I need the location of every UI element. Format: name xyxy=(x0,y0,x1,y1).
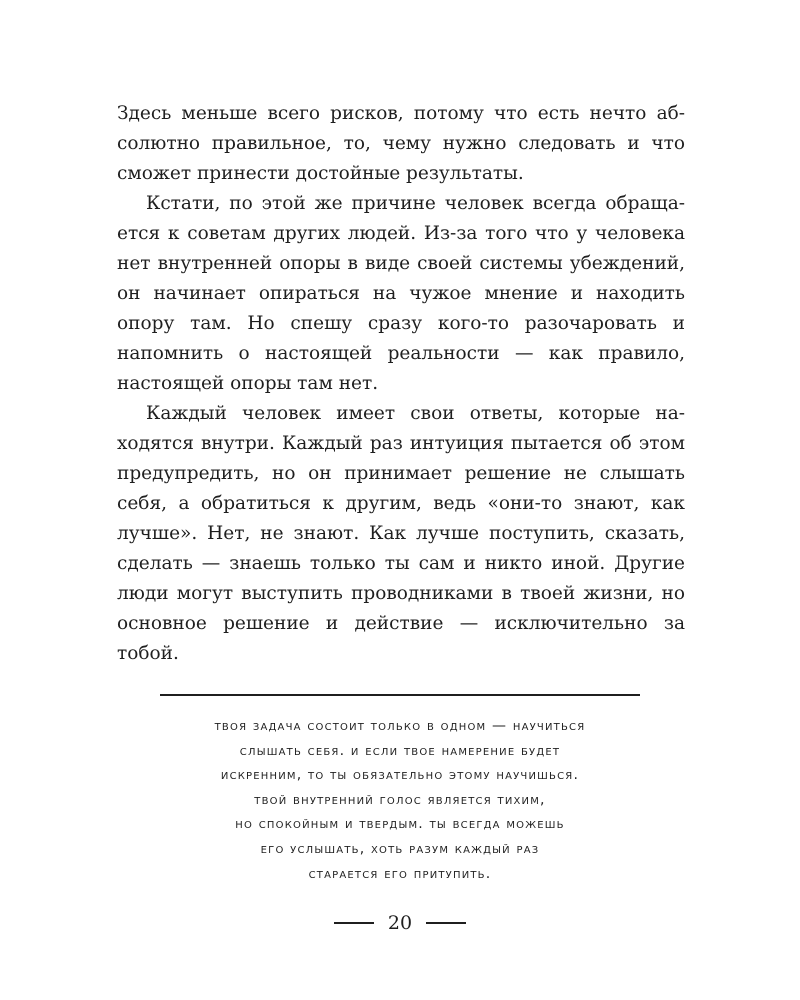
page-number-footer xyxy=(0,908,800,938)
callout-line-6: его услышать, хоть разум каждый раз xyxy=(260,840,540,857)
page-number-left-dash xyxy=(334,922,374,924)
callout-line-1: твоя задача состоит только в одном — научиться xyxy=(214,718,586,734)
paragraph-2: Кстати, по этой же причине человек всегда обращается к советам других людей. Из-за того что у человека нет внутренней опоры в виде своей системы убеждений, он начинает опираться на чужое мнение и находить опору там. Но спешу сразу кого-то разочаровать и напомнить о настоящей реальности — как правило, настоящей опоры там нет. xyxy=(117,193,685,394)
page-number-right-dash xyxy=(426,922,466,924)
callout-line-2: слышать себя. и если твое намерение будет xyxy=(239,742,561,759)
main-text xyxy=(117,99,685,669)
callout-line-3: искренним, то ты обязательно этому научишься. xyxy=(220,767,580,784)
callout-line-5: но спокойным и твердым. ты всегда можешь xyxy=(235,816,565,833)
paragraph-1: Здесь меньше всего рисков, потому что есть нечто абсолютно правильное, то, чему нужно следовать и что сможет принести достойные результаты. xyxy=(117,103,685,184)
page-number: 20 xyxy=(387,912,413,934)
paragraph-3: Каждый человек имеет свои ответы, которые находятся внутри. Каждый раз интуиция пытается об этом предупредить, но он принимает решение не слышать себя, а обратиться к другим, ведь «они-то знают, как лучше». Нет, не знают. Как лучше поступить, сказать, сделать — знаешь только ты сам и никто иной. Другие люди могут выступить проводниками в твоей жизни, но основное решение и действие — исключительно за тобой. xyxy=(117,403,685,664)
callout-divider xyxy=(160,694,640,696)
callout-line-4: твой внутренний голос является тихим, xyxy=(254,791,546,808)
callout-line-7: старается его притупить. xyxy=(308,865,492,882)
callout-quote xyxy=(130,714,670,886)
